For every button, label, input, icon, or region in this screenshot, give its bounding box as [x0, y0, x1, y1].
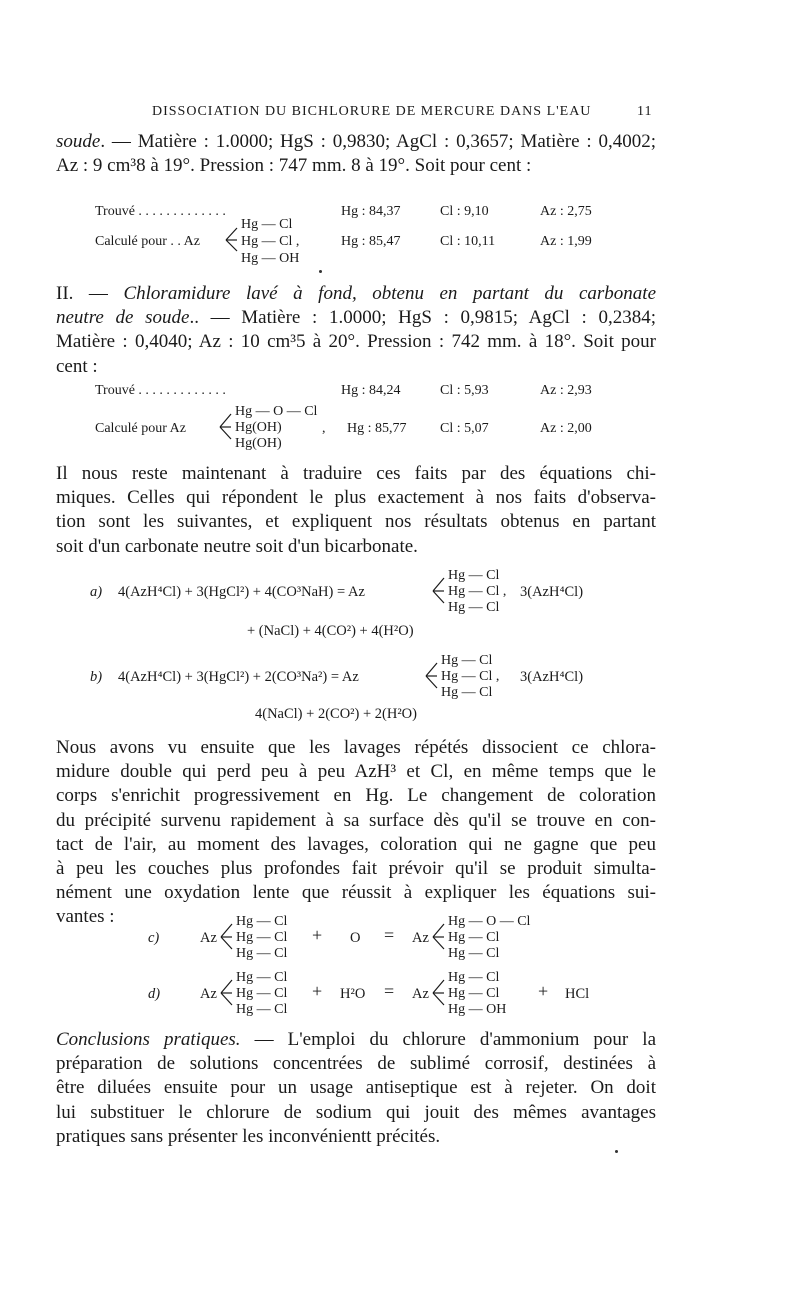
equation-lhs: 4(AzH⁴Cl) + 3(HgCl²) + 2(CO³Na²) = Az: [118, 669, 359, 685]
bond-lines: [431, 920, 447, 950]
branch-top: Hg — Cl: [448, 568, 500, 583]
equation-rhs: 3(AzH⁴Cl): [520, 669, 584, 685]
running-title: DISSOCIATION DU BICHLORURE DE MERCURE DANS L'EAU: [152, 104, 592, 119]
found-hg: Hg : 84,37: [341, 204, 401, 219]
formula-branch-top: Hg — O — Cl: [235, 404, 318, 419]
calc-az: Az : 1,99: [540, 234, 592, 249]
formula-branch-mid: Hg — Cl ,: [241, 234, 300, 249]
reagent: O: [350, 930, 361, 946]
equals-sign: =: [384, 925, 395, 945]
branch-mid: Hg — Cl: [448, 930, 500, 945]
text-line: à peu les couches plus profondes fait prévoir qu'il se produit simulta-: [56, 858, 656, 880]
text-line: être diluées ensuite pour un usage antiseptique est à rejeter. On doit: [56, 1077, 656, 1099]
formula-branch-top: Hg — Cl: [241, 217, 293, 232]
formula-branch-bot: Hg(OH): [235, 436, 282, 451]
italic-phrase: neutre de soude: [56, 307, 190, 329]
branch-mid: Hg — Cl ,: [441, 669, 500, 684]
found-az: Az : 2,93: [540, 383, 592, 398]
found-label: Trouvé . . . . . . . . . . . . .: [95, 204, 226, 219]
found-label: Trouvé . . . . . . . . . . . . .: [95, 383, 226, 398]
branch-top: Hg — Cl: [441, 653, 493, 668]
equation-label: b): [90, 669, 103, 685]
text-line: lui substituer le chlorure de sodium qui jouit des mêmes avantages: [56, 1101, 656, 1123]
calc-cl: Cl : 10,11: [440, 234, 496, 249]
branch-top: Hg — Cl: [236, 970, 288, 985]
bond-lines: [219, 920, 235, 950]
branch-bot: Hg — Cl: [236, 946, 288, 961]
text-line-rest: . — Matière : 1.0000; HgS : 0,9830; AgCl : 0,3657; Matière : 0,4002;: [100, 131, 656, 152]
plus-sign: +: [538, 981, 549, 1001]
calc-az: Az : 2,00: [540, 421, 592, 436]
conclusion-heading: Conclusions pratiques.: [56, 1029, 241, 1050]
bond-lines: [219, 976, 235, 1006]
text-line: [56, 1028, 656, 1052]
text-line: Matière : 0,4040; Az : 10 cm³5 à 20°. Pression : 742 mm. à 18°. Soit pour: [56, 331, 656, 353]
branch-bot: Hg — Cl: [441, 685, 493, 700]
found-cl: Cl : 5,93: [440, 383, 489, 398]
text-line: préparation de solutions concentrées de sublimé corrosif, destinées à: [56, 1053, 656, 1075]
branch-mid: Hg — Cl: [236, 986, 288, 1001]
text-line: cent :: [56, 355, 98, 377]
page-number: 11: [637, 104, 653, 119]
branch-bot: Hg — Cl: [236, 1002, 288, 1017]
text-line: [56, 282, 656, 306]
branch-bot: Hg — Cl: [448, 946, 500, 961]
bond-lines: [424, 659, 440, 689]
nitrogen-right: Az: [412, 930, 429, 946]
text-line-rest: .. — Matière : 1.0000; HgS : 0,9815; AgCl : 0,2384;: [189, 307, 656, 329]
text-line: du précipité survenu rapidement à sa surface dès qu'il se trouve en con-: [56, 809, 656, 831]
branch-mid: Hg — Cl: [448, 986, 500, 1001]
bond-lines: [218, 410, 234, 440]
italic-phrase: Chloramidure lavé à fond, obtenu en partant du carbonate: [123, 283, 656, 304]
formula-branch-mid: Hg(OH): [235, 420, 282, 435]
text-line: tact de l'air, au moment des lavages, coloration qui ne gagne que peu: [56, 833, 656, 855]
paragraph-3: [56, 462, 656, 559]
found-az: Az : 2,75: [540, 204, 592, 219]
equation-lhs: 4(AzH⁴Cl) + 3(HgCl²) + 4(CO³NaH) = Az: [118, 584, 365, 600]
branch-top: Hg — Cl: [236, 914, 288, 929]
paragraph-2: [56, 282, 656, 379]
text-line: pratiques sans présenter les inconvénientt précités.: [56, 1125, 441, 1147]
bond-lines: [431, 976, 447, 1006]
formula-branch-bot: Hg — OH: [241, 251, 300, 266]
equation-line2: + (NaCl) + 4(CO²) + 4(H²O): [247, 623, 414, 639]
branch-bot: Hg — OH: [448, 1002, 507, 1017]
bond-lines: [224, 224, 240, 254]
paragraph-1: [56, 130, 656, 178]
calc-comma: ,: [322, 421, 326, 436]
italic-word: soude: [56, 131, 101, 152]
branch-top: Hg — O — Cl: [448, 914, 531, 929]
equation-label: d): [148, 986, 161, 1002]
text-line: soit d'un carbonate neutre soit d'un bicarbonate.: [56, 535, 418, 557]
nitrogen-left: Az: [200, 986, 217, 1002]
text-line-rest: — L'emploi du chlorure d'ammonium pour la: [254, 1029, 657, 1050]
text-line: vantes :: [56, 906, 115, 928]
equation-rhs: 3(AzH⁴Cl): [520, 584, 584, 600]
paragraph-4: [56, 736, 656, 930]
text-line: Il nous reste maintenant à traduire ces faits par des équations chi-: [56, 463, 656, 484]
equation-line2: 4(NaCl) + 2(CO²) + 2(H²O): [255, 706, 417, 722]
text-line: nément une oxydation lente que réussit à expliquer les équations sui-: [56, 882, 656, 904]
nitrogen-right: Az: [412, 986, 429, 1002]
text-line: Nous avons vu ensuite que les lavages répétés dissocient ce chlora-: [56, 737, 656, 758]
plus-sign: +: [312, 981, 323, 1001]
equals-sign: =: [384, 981, 395, 1001]
calc-hg: Hg : 85,77: [347, 421, 407, 436]
text-line: [56, 130, 656, 154]
branch-top: Hg — Cl: [448, 970, 500, 985]
text-line: miques. Celles qui répondent le plus exactement à nos faits d'observa-: [56, 487, 656, 509]
plus-sign: +: [312, 925, 323, 945]
equation-label: a): [90, 584, 103, 600]
text-line: midure double qui perd peu à peu AzH³ et Cl, en même temps que le: [56, 761, 656, 783]
calc-label: Calculé pour . . Az: [95, 234, 200, 249]
reagent: H²O: [340, 986, 366, 1002]
found-hg: Hg : 84,24: [341, 383, 401, 398]
section-number: II. —: [56, 283, 124, 304]
text-line: Az : 9 cm³8 à 19°. Pression : 747 mm. 8 à 19°. Soit pour cent :: [56, 155, 532, 177]
nitrogen-left: Az: [200, 930, 217, 946]
print-speck: [319, 270, 322, 273]
calc-cl: Cl : 5,07: [440, 421, 489, 436]
branch-mid: Hg — Cl: [236, 930, 288, 945]
product: HCl: [565, 986, 590, 1002]
branch-mid: Hg — Cl ,: [448, 584, 507, 599]
print-speck: [615, 1150, 618, 1153]
found-cl: Cl : 9,10: [440, 204, 489, 219]
calc-label: Calculé pour Az: [95, 421, 186, 436]
bond-lines: [431, 574, 447, 604]
calc-hg: Hg : 85,47: [341, 234, 401, 249]
text-line: corps s'enrichit progressivement en Hg. Le changement de coloration: [56, 785, 656, 807]
text-line: [56, 306, 656, 330]
branch-bot: Hg — Cl: [448, 600, 500, 615]
text-line: tion sont les suivantes, et expliquent nos résultats obtenus en partant: [56, 511, 656, 533]
conclusion: [56, 1028, 656, 1149]
equation-label: c): [148, 930, 160, 946]
